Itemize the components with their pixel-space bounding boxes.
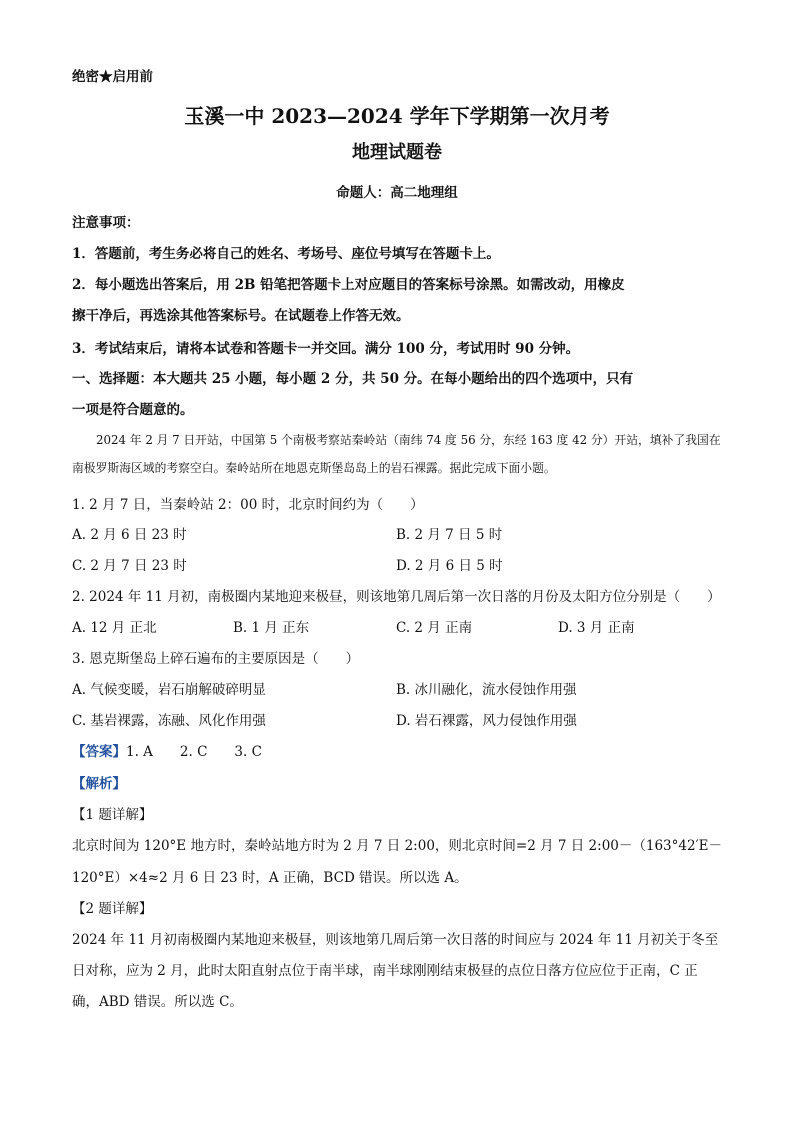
question-3-stem: 3. 恩克斯堡岛上碎石遍布的主要原因是（ ） bbox=[72, 651, 360, 667]
question-2-option-a: A. 12 月 正北 bbox=[72, 620, 157, 636]
question-1-option-a: A. 2 月 6 日 23 时 bbox=[72, 527, 187, 543]
question-1-option-c: C. 2 月 7 日 23 时 bbox=[72, 558, 187, 574]
detail-2-line-3: 确，ABD 错误。所以选 C。 bbox=[72, 994, 243, 1010]
exam-subtitle: 地理试题卷 bbox=[352, 142, 442, 163]
question-2-stem: 2. 2024 年 11 月初，南极圈内某地迎来极昼，则该地第几周后第一次日落的月份及太阳方位分别是（ ） bbox=[72, 589, 721, 605]
question-passage: 2024 年 2 月 7 日开站，中国第 5 个南极考察站秦岭站（南纬 74 度 56 分，东经 163 度 42 分）开站，填补了我国在南极罗斯海区域的考察空白。秦岭站所在地恩克斯堡岛岛上的岩石裸露。据此完成下面小题。 bbox=[72, 433, 721, 475]
analysis-label: 【解析】 bbox=[72, 776, 126, 792]
section-heading-line-2: 一项是符合题意的。 bbox=[72, 402, 194, 418]
question-2-option-d: D. 3 月 正南 bbox=[558, 620, 635, 636]
answer-text: 1. A 2. C 3. C bbox=[126, 744, 262, 760]
notes-item-3: 3．考试结束后，请将本试卷和答题卡一并交回。满分 100 分，考试用时 90 分钟。 bbox=[72, 341, 580, 357]
exam-title: 玉溪一中 2023—2024 学年下学期第一次月考 bbox=[184, 104, 610, 128]
notes-item-1: 1．答题前，考生务必将自己的姓名、考场号、座位号填写在答题卡上。 bbox=[72, 246, 500, 262]
detail-2-line-2: 日对称，应为 2 月，此时太阳直射点位于南半球，南半球刚刚结束极昼的点位日落方位应位于正南，C 正 bbox=[72, 963, 698, 979]
question-3-option-c: C. 基岩裸露，冻融、风化作用强 bbox=[72, 713, 266, 729]
detail-2-label: 【2 题详解】 bbox=[72, 901, 153, 917]
detail-1-line-2: 120°E）×4≈2 月 6 日 23 时，A 正确，BCD 错误。所以选 A。 bbox=[72, 870, 468, 886]
question-1-stem: 1. 2 月 7 日，当秦岭站 2：00 时，北京时间约为（ ） bbox=[72, 497, 424, 513]
notes-heading: 注意事项： bbox=[72, 215, 140, 231]
section-heading-line-1: 一、选择题：本大题共 25 小题，每小题 2 分，共 50 分。在每小题给出的四个选项中，只有 bbox=[72, 371, 634, 387]
detail-1-label: 【1 题详解】 bbox=[72, 807, 153, 823]
question-2-option-b: B. 1 月 正东 bbox=[233, 620, 310, 636]
question-3-option-d: D. 岩石裸露，风力侵蚀作用强 bbox=[396, 713, 577, 729]
exam-author: 命题人：高二地理组 bbox=[336, 185, 458, 201]
question-3-option-a: A. 气候变暖，岩石崩解破碎明显 bbox=[72, 682, 266, 698]
notes-item-2-line-1: 2．每小题选出答案后，用 2B 铅笔把答题卡上对应题目的答案标号涂黑。如需改动，用橡皮 bbox=[72, 277, 625, 293]
detail-2-line-1: 2024 年 11 月初南极圈内某地迎来极昼，则该地第几周后第一次日落的时间应与 2024 年 11 月初关于冬至 bbox=[72, 932, 719, 948]
question-3-option-b: B. 冰川融化，流水侵蚀作用强 bbox=[396, 682, 577, 698]
detail-1-line-1: 北京时间为 120°E 地方时，秦岭站地方时为 2 月 7 日 2:00，则北京时间=2 月 7 日 2:00－（163°42′E－ bbox=[72, 838, 722, 854]
answer-row bbox=[72, 743, 262, 761]
secret-label: 绝密★启用前 bbox=[72, 69, 153, 85]
question-1-option-d: D. 2 月 6 日 5 时 bbox=[396, 558, 503, 574]
question-2-option-c: C. 2 月 正南 bbox=[396, 620, 473, 636]
answer-label: 【答案】 bbox=[72, 744, 126, 760]
notes-item-2-line-2: 擦干净后，再选涂其他答案标号。在试题卷上作答无效。 bbox=[72, 308, 410, 324]
question-1-option-b: B. 2 月 7 日 5 时 bbox=[396, 527, 503, 543]
